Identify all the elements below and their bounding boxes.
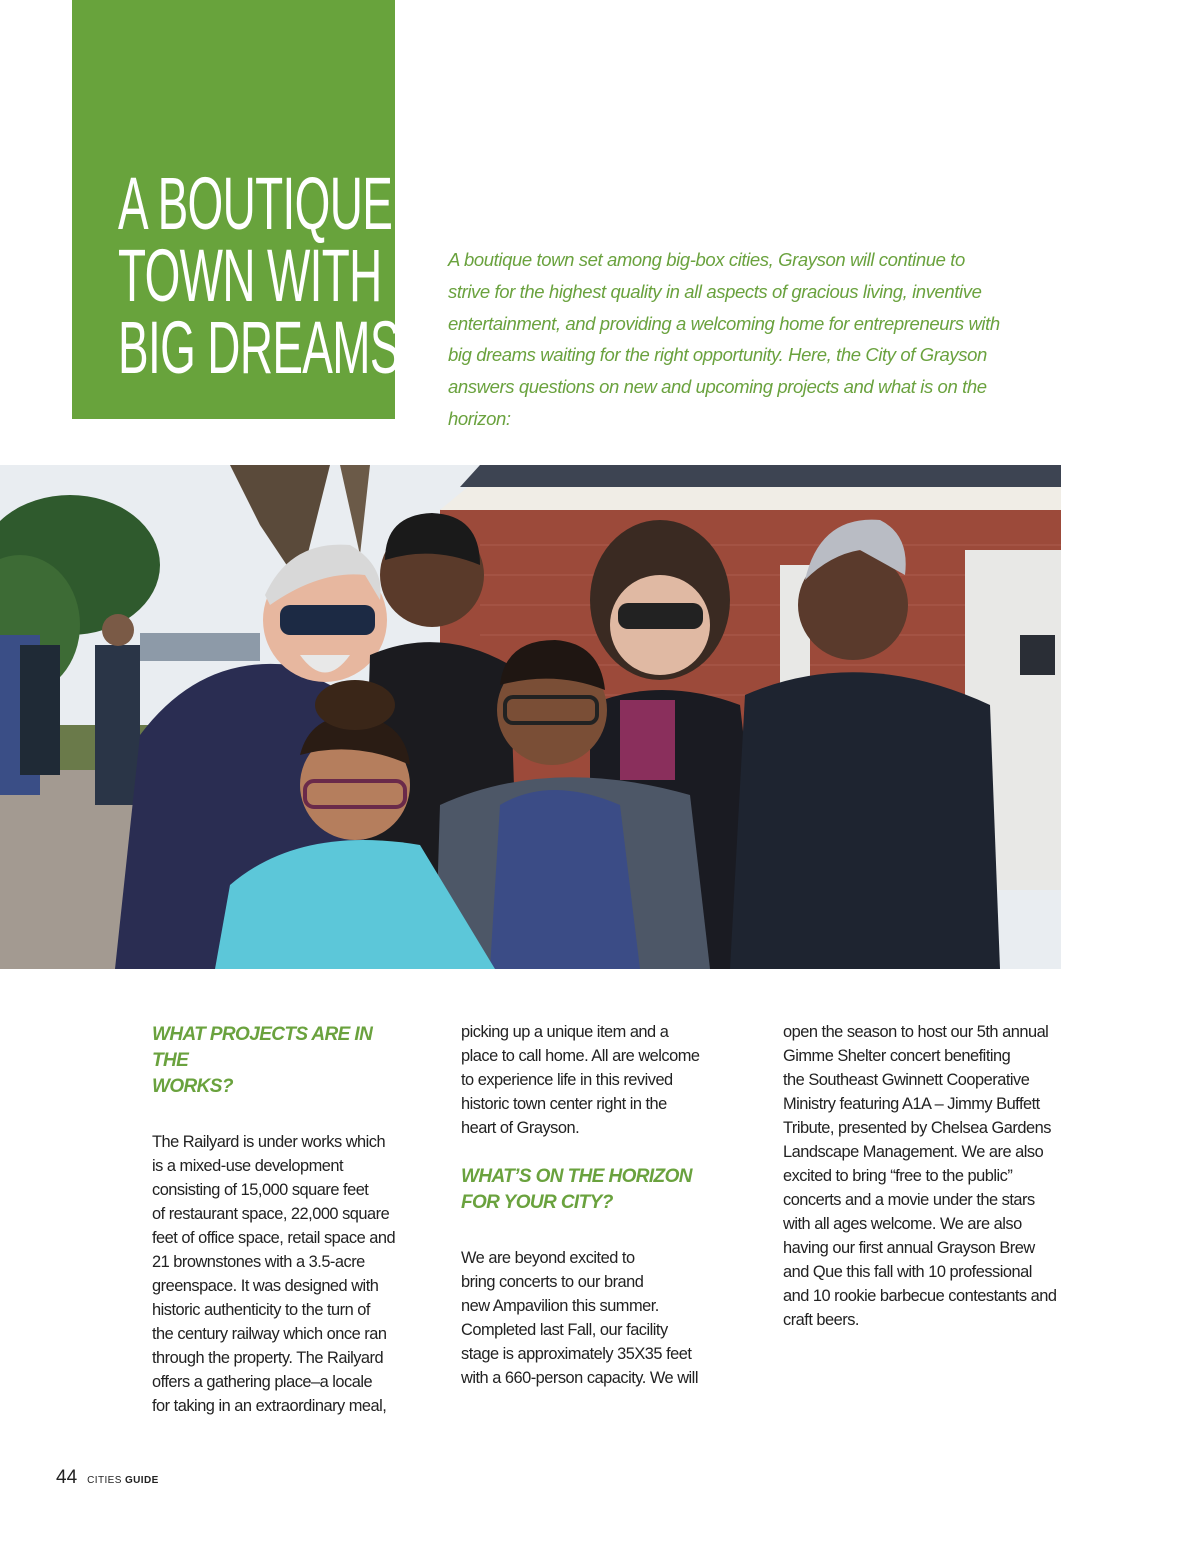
column-2-text-top: picking up a unique item and a place to call home. All are welcome to experience life in this revived historic town center right in the heart of Grayson.	[461, 1023, 700, 1137]
publication-name-b: GUIDE	[124, 1475, 159, 1486]
column-3-text: open the season to host our 5th annual Gimme Shelter concert benefiting the Southeast Gwinnett Cooperative Ministry featuring A1A – Jimmy Buffett Tribute, presented by Chelsea Gardens Landscape Management. We are also excited to bring “free to the public” concerts and a movie under the stars with all ages welcome. We are also having our first annual Grayson Brew and Que this fall with 10 professional and 10 rookie barbecue contestants and craft beers.	[783, 1023, 1057, 1329]
publication-name	[87, 1475, 159, 1486]
title-line-2: TOWN WITH	[118, 234, 382, 317]
column-2-text-bottom: We are beyond excited to bring concerts to our brand new Ampavilion this summer. Completed last Fall, our facility stage is approximately 35X35 feet with a 660-person capacity. We will	[461, 1249, 698, 1387]
column-1-text: The Railyard is under works which is a mixed-use development consisting of 15,000 square feet of restaurant space, 22,000 square feet of office space, retail space and 21 brownstones with a 3.5-acre greenspace. It was designed with historic authenticity to the turn of the century railway which once ran through the property. The Railyard offers a gathering place–a locale for taking in an extraordinary meal,	[152, 1133, 396, 1415]
intro-paragraph: A boutique town set among big-box cities, Grayson will continue to strive for the highest quality in all aspects of gracious living, inventive entertainment, and providing a welcoming home for entrepreneurs with big dreams waiting for the right opportunity. Here, the City of Grayson answers questions on new and upcoming projects and what is on the horizon:	[448, 249, 1000, 429]
section-heading-horizon: WHAT’S ON THE HORIZON FOR YOUR CITY?	[461, 1166, 692, 1213]
page-footer	[56, 1467, 159, 1489]
section-heading-projects: WHAT PROJECTS ARE IN THE WORKS?	[152, 1024, 373, 1097]
title-line-3: BIG DREAMS	[118, 306, 400, 389]
column-2	[461, 1020, 713, 1390]
page-number: 44	[56, 1467, 78, 1488]
page-title	[118, 162, 400, 389]
photo-illustration	[0, 465, 1061, 969]
title-line-1: A BOUTIQUE	[118, 162, 393, 245]
publication-name-a: CITIES	[87, 1475, 122, 1486]
column-3	[783, 1020, 1068, 1332]
column-1	[152, 1020, 402, 1418]
family-group-photo	[0, 465, 1061, 969]
